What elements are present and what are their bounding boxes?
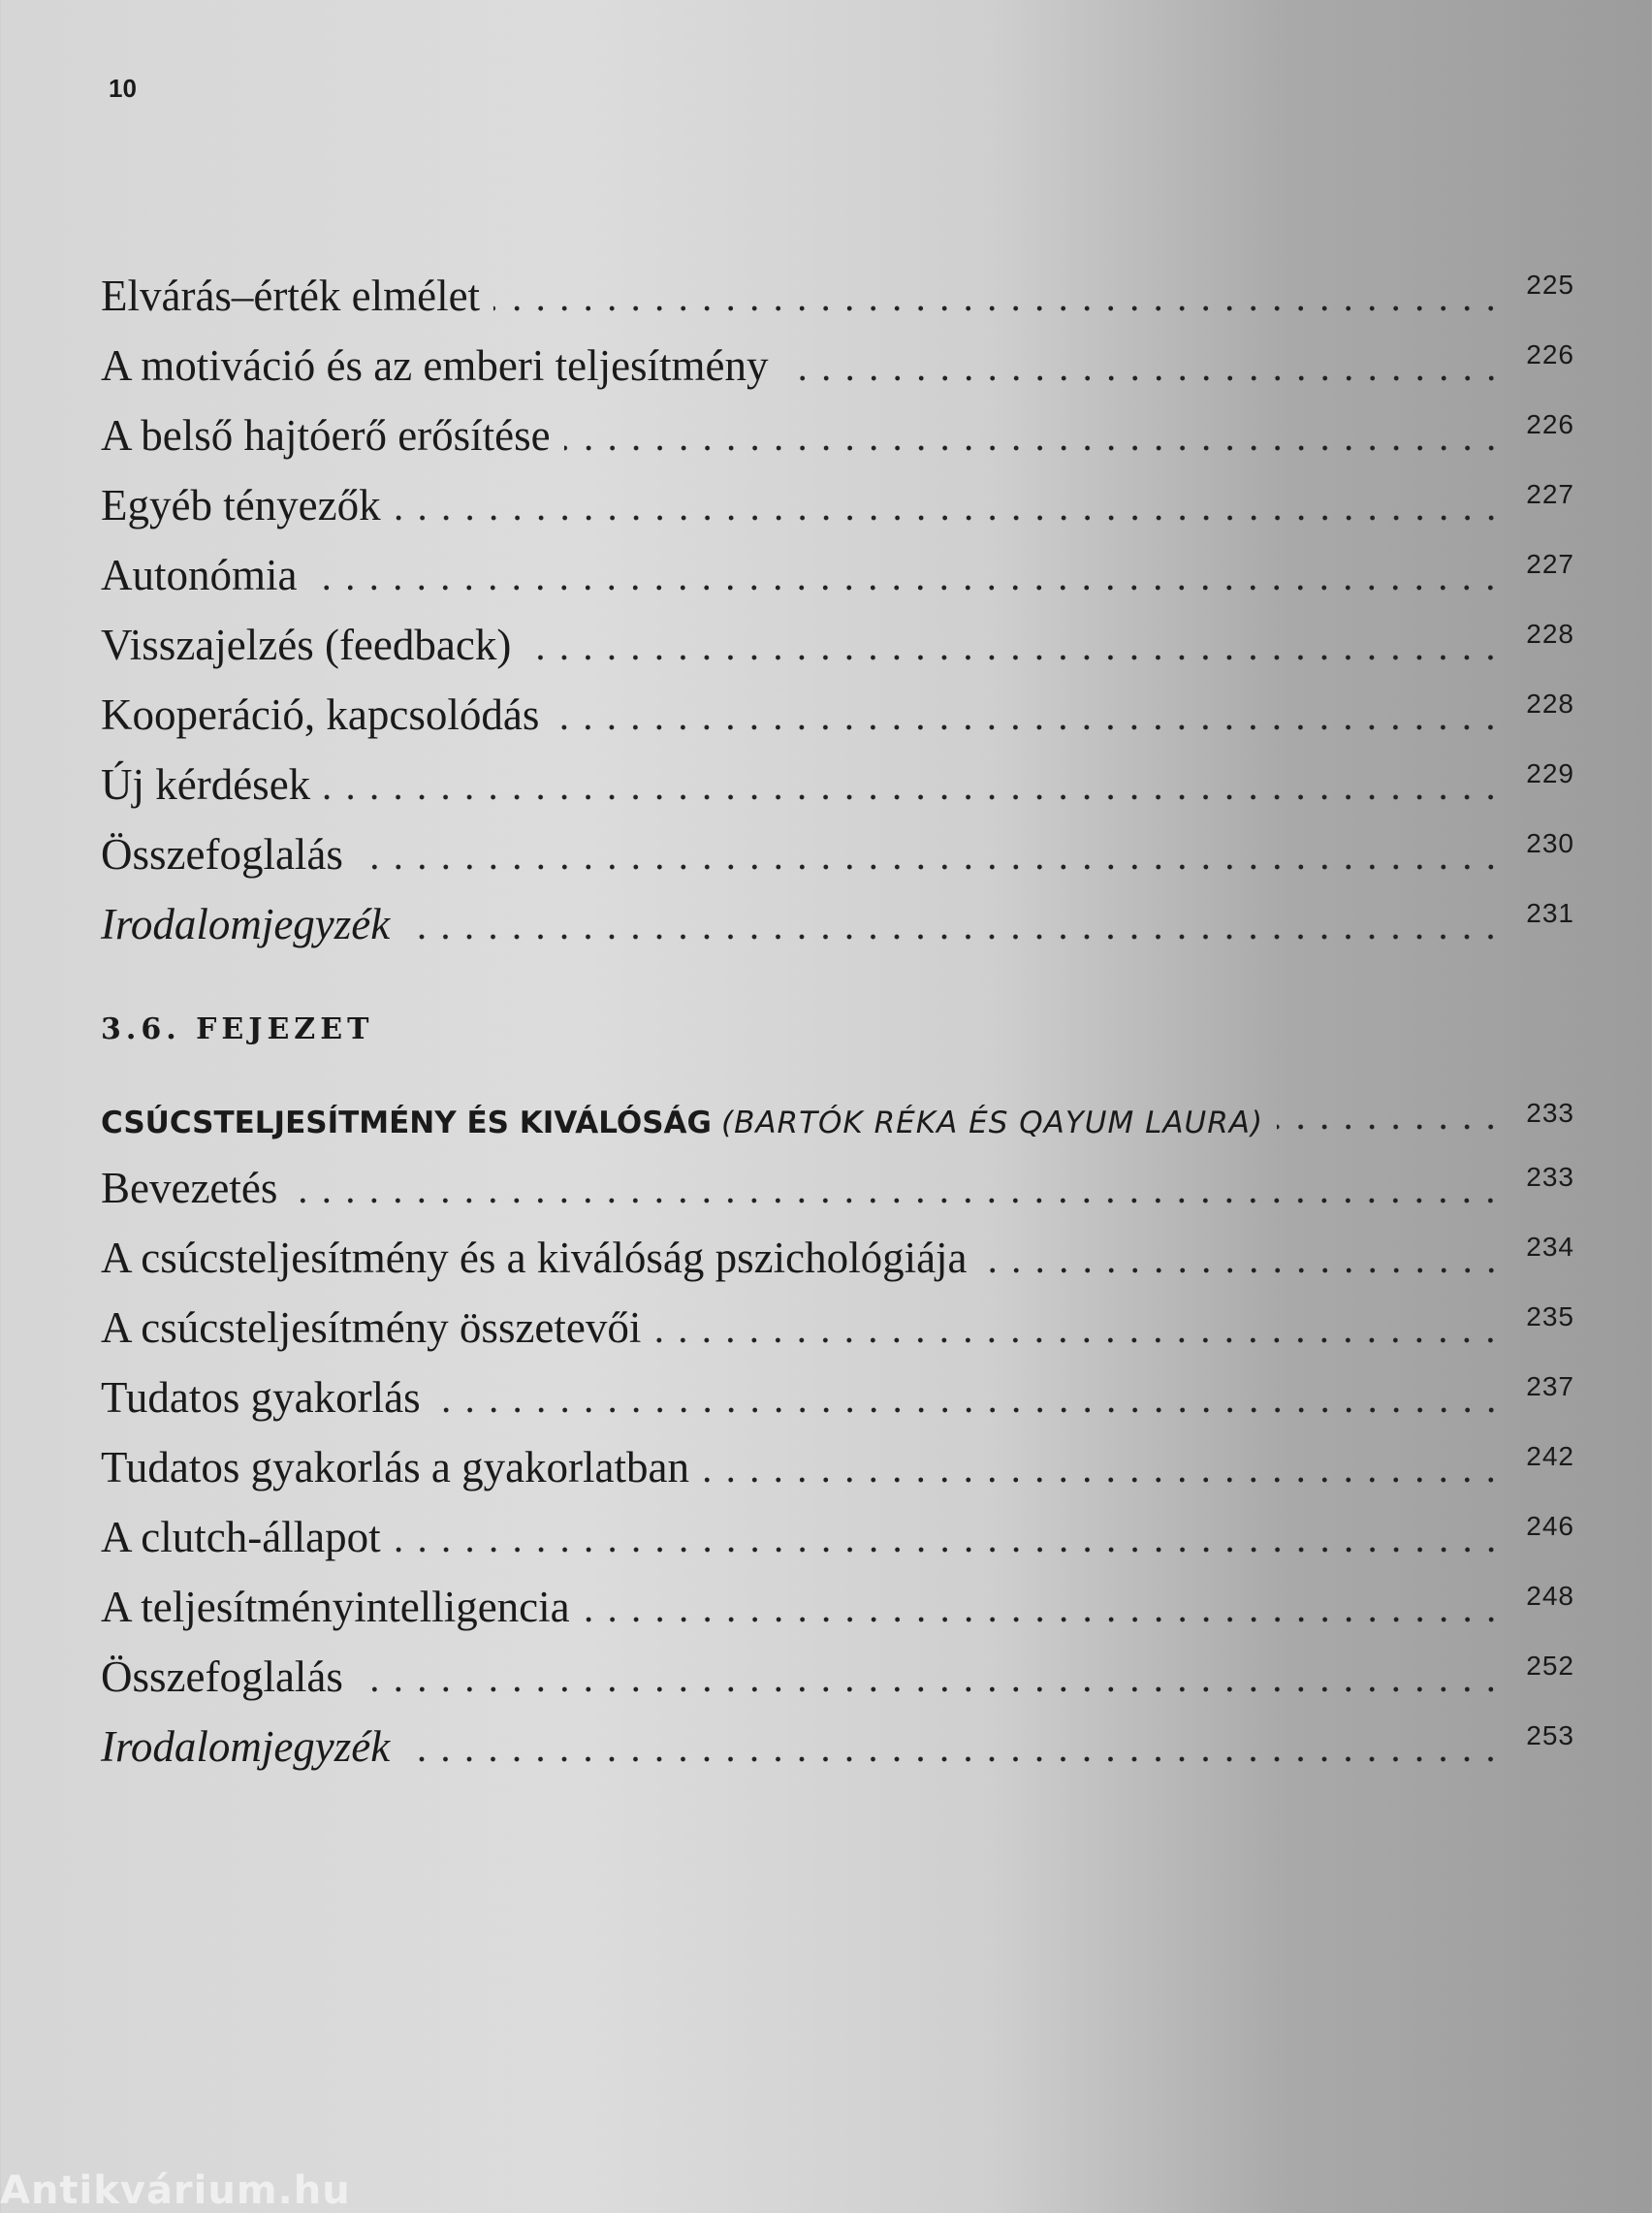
toc-entry [101,1216,1574,1280]
toc-entry-title: A clutch-állapot [101,1513,381,1561]
toc-entry-page: 235 [1526,1301,1574,1331]
toc-entry-page: 226 [1526,409,1574,439]
watermark: Antikvárium.hu [0,2168,351,2213]
toc-leader-dots [357,1685,1503,1693]
toc-leader-dots [493,305,1503,312]
toc-entry [101,1495,1574,1559]
toc-leader-dots [403,933,1503,941]
toc-leader-dots [403,1755,1503,1763]
toc-entry-page: 228 [1526,689,1574,719]
toc-leader-dots [782,374,1503,382]
toc-entry-page: 229 [1526,758,1574,788]
toc-entry-title: Összefoglalás [101,1652,343,1701]
toc-leader-dots [981,1267,1503,1274]
toc-entry [101,464,1574,528]
toc-leader-dots [434,1406,1503,1414]
toc-entry [101,813,1574,877]
toc-leader-dots [524,654,1503,661]
toc-entry-page: 227 [1526,479,1574,509]
toc-leader-dots [584,1616,1503,1623]
chapter-heading [101,1076,1574,1140]
toc-entry-page: 226 [1526,339,1574,369]
toc-leader-dots [1277,1123,1503,1131]
toc-entry-title: A teljesítményintelligencia [101,1583,570,1631]
toc-entry-title: Új kérdések [101,760,311,809]
toc-entry-title: Tudatos gyakorlás [101,1373,421,1422]
toc-leader-dots [395,1546,1503,1554]
toc-entry-title: Bevezetés [101,1164,278,1212]
toc-entry-title: Visszajelzés (feedback) [101,621,512,669]
toc-entry [101,743,1574,807]
toc-entry-page: 252 [1526,1651,1574,1681]
toc-entry-title: Irodalomjegyzék [101,1722,391,1771]
toc-entry [101,1565,1574,1629]
toc-leader-dots [703,1476,1503,1484]
toc-leader-dots [654,1336,1503,1344]
toc-entry [101,1705,1574,1769]
toc-entry-title: Irodalomjegyzék [101,900,391,948]
toc-entry [101,324,1574,388]
toc-entry-page: 225 [1526,270,1574,300]
toc-entry-title: A csúcsteljesítmény összetevői [101,1303,642,1352]
toc-entry-page: 237 [1526,1371,1574,1401]
toc-entry-page: 233 [1526,1162,1574,1192]
chapter-label: 3.6. FEJEZET [101,1012,374,1046]
toc-entry [101,533,1574,597]
toc-entry [101,1146,1574,1210]
toc-entry-title: Kooperáció, kapcsolódás [101,690,540,739]
chapter-heading-title: CSÚCSTELJESÍTMÉNY ÉS KIVÁLÓSÁG [101,1106,712,1140]
toc-leader-dots [395,514,1503,522]
toc-entry-page: 228 [1526,619,1574,649]
toc-entry [101,1286,1574,1350]
toc-entry-page: 253 [1526,1720,1574,1750]
toc-entry-page: 227 [1526,549,1574,579]
toc-entry-page: 231 [1526,898,1574,928]
toc-entry [101,394,1574,458]
toc-entry-title: Tudatos gyakorlás a gyakorlatban [101,1443,689,1491]
toc-entry-title: A belső hajtóerő erősítése [101,411,551,460]
page-number: 10 [109,74,137,103]
chapter-heading-page: 233 [1526,1098,1574,1128]
toc-entry-page: 246 [1526,1511,1574,1541]
chapter-heading-authors: (BARTÓK RÉKA ÉS QAYUM LAURA) [720,1106,1264,1140]
toc-entry-page: 230 [1526,828,1574,858]
toc-leader-dots [357,863,1503,871]
toc-entry [101,882,1574,946]
toc-entry-page: 242 [1526,1441,1574,1471]
toc-leader-dots [564,444,1503,452]
toc-leader-dots [553,723,1503,731]
toc-entry-page: 248 [1526,1581,1574,1611]
toc-leader-dots [291,1197,1503,1204]
toc-entry-title: Autonómia [101,551,298,599]
toc-entry [101,673,1574,737]
toc-leader-dots [310,584,1503,592]
toc-leader-dots [324,793,1503,801]
toc-entry [101,603,1574,667]
toc-entry [101,1356,1574,1420]
toc-entry [101,254,1574,318]
toc-entry-title: A motiváció és az emberi teljesítmény [101,341,769,390]
toc-entry [101,1635,1574,1699]
toc-entry-title: Egyéb tényezők [101,481,381,529]
toc-entry-title: Elvárás–érték elmélet [101,272,481,320]
toc-entry [101,1426,1574,1490]
toc-entry-title: Összefoglalás [101,830,343,879]
toc-entry-title: A csúcsteljesítmény és a kiválóság pszichológiája [101,1234,968,1282]
toc-entry-page: 234 [1526,1232,1574,1262]
